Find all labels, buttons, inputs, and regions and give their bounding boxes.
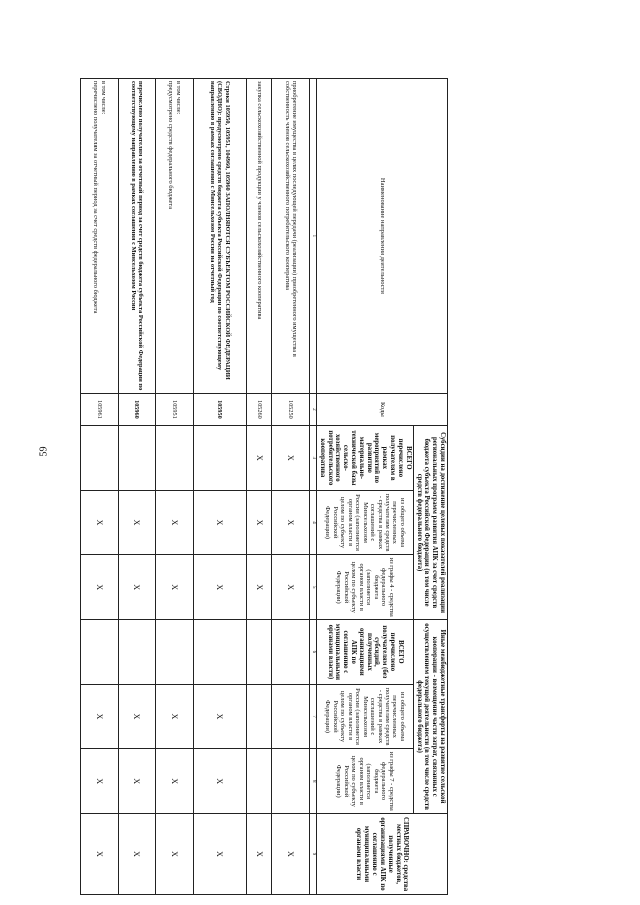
column-number-row	[310, 79, 317, 895]
header-g2-fed: из общего объема перечисленных получателям средств - средства в рамках соглашений с Минсельхозом России (заполняется органом власти в целом по субъекту Российской Федерации)	[317, 684, 414, 749]
table-row	[246, 79, 272, 895]
row-cell: X	[118, 749, 156, 814]
header-reference: СПРАВОЧНО: средства местных бюджетов, полученные организациями АПК по соглашению с муниципальными органами власти	[317, 814, 448, 895]
header-g1-fed: из общего объема перечисленных получателям средств - средства в рамках соглашений с Минсельхозом России (заполняется органом власти в целом по субъекту Российской Федерации)	[317, 490, 414, 555]
row-cell	[272, 620, 310, 685]
row-cell: X	[272, 426, 310, 491]
header-code: Коды	[317, 393, 448, 425]
table-row	[81, 79, 119, 895]
row-cell	[272, 749, 310, 814]
row-cell: X	[156, 814, 194, 895]
table-row	[272, 79, 310, 895]
row-name: приобретение имущества в целях последующей передачи (реализации) приобретенного имущества в собственность членов сельскохозяйственного потребительского кооператива	[272, 79, 310, 394]
row-cell	[246, 684, 272, 749]
header-g1-total: ВСЕГО перечислено получателям в рамках мероприятий по развитию материально-технической базы сельско-хозяйственного потребительского кооператива	[317, 426, 414, 491]
header-group-transfers: Иные межбюджетные трансферты на развитие сельской кооперации - возмещение части затрат, связанных с осуществлением текущей деятельности (в том числе средств федерального бюджета)	[413, 620, 447, 814]
row-cell: X	[272, 814, 310, 895]
row-cell	[156, 620, 194, 685]
column-number: 8	[310, 749, 317, 814]
row-cell: X	[81, 749, 119, 814]
row-cell	[193, 426, 246, 491]
column-number: 4	[310, 490, 317, 555]
row-code: 105951	[156, 393, 194, 425]
row-name: Строки 105950, 105951, 104960, 105960 ЗАПОЛНЯЮТСЯ СУБЪЕКТОМ РОССИЙСКОЙ ФЕДЕРАЦИИ (СВОДНО): предусмотрено средств бюджета субъекта Российской Федерации по соответствующему направлению в рамках соглашения с Минсельхозом России на отчетный год	[193, 79, 246, 394]
row-cell	[81, 620, 119, 685]
row-code: 105961	[81, 393, 119, 425]
header-name: Наименование направления деятельности	[317, 79, 448, 394]
header-row-1	[413, 79, 447, 895]
row-cell	[118, 426, 156, 491]
row-cell: X	[156, 555, 194, 620]
row-name: закупка сельскохозяйственной продукции у членов сельскохозяйственного кооператива	[246, 79, 272, 394]
row-name: перечислено получателям за отчетный период за счет средств бюджета субъекта Российской Федерации по соответствующему направлению в рамках соглашения с Минсельхозом России	[118, 79, 156, 394]
header-group-subsidies: Субсидии на достижение целевых показателей реализации региональных программ развития АПК за счет средств бюджета субъекта Российской Федерации (в том числе средств федерального бюджета)	[413, 426, 447, 620]
row-cell	[81, 426, 119, 491]
row-cell	[246, 620, 272, 685]
row-cell: X	[81, 490, 119, 555]
column-number: 6	[310, 620, 317, 685]
row-cell: X	[272, 490, 310, 555]
row-cell: X	[118, 555, 156, 620]
table-row	[156, 79, 194, 895]
table-body	[81, 79, 310, 895]
row-cell	[118, 620, 156, 685]
column-number: 7	[310, 684, 317, 749]
column-number: 9	[310, 814, 317, 895]
column-number: 1	[310, 79, 317, 394]
page-number: 59	[38, 446, 50, 457]
row-cell	[272, 684, 310, 749]
row-cell: X	[156, 749, 194, 814]
row-code: 105960	[118, 393, 156, 425]
report-sheet	[80, 78, 448, 895]
row-code: 105250	[272, 393, 310, 425]
column-number: 3	[310, 426, 317, 491]
row-cell: X	[81, 814, 119, 895]
row-cell: X	[272, 555, 310, 620]
row-cell: X	[118, 684, 156, 749]
report-table	[80, 78, 448, 895]
row-cell: X	[193, 684, 246, 749]
header-g1-col4: из графы 4 - средства федерального бюджета (заполняется органом власти в целом по субъекту Российской Федерации)	[317, 555, 414, 620]
row-cell: X	[193, 555, 246, 620]
row-cell: X	[246, 555, 272, 620]
row-cell: X	[193, 490, 246, 555]
table-row	[193, 79, 246, 895]
row-cell: X	[156, 490, 194, 555]
row-cell: X	[118, 490, 156, 555]
row-cell: X	[118, 814, 156, 895]
row-cell: X	[193, 749, 246, 814]
column-number: 5	[310, 555, 317, 620]
table-row	[118, 79, 156, 895]
row-cell: X	[81, 684, 119, 749]
row-code: 105950	[193, 393, 246, 425]
header-g2-col7: из графы 7 - средства федерального бюджета (заполняется органом власти в целом по субъекту Российской Федерации)	[317, 749, 414, 814]
row-cell	[193, 620, 246, 685]
row-name: в том числе: предусмотрено средств федерального бюджета	[156, 79, 194, 394]
row-cell: X	[246, 814, 272, 895]
row-cell: X	[156, 684, 194, 749]
row-cell: X	[246, 426, 272, 491]
row-name: в том числе: перечислено получателям за отчетный период за счет средств федерального бюджета	[81, 79, 119, 394]
row-code: 105260	[246, 393, 272, 425]
row-cell	[246, 749, 272, 814]
row-cell: X	[246, 490, 272, 555]
row-cell: X	[81, 555, 119, 620]
column-number: 2	[310, 393, 317, 425]
header-g2-total: ВСЕГО перечислено получателям (без субсидий, полученных организациями АПК по соглашению с муниципальными органами власти)	[317, 620, 414, 685]
row-cell: X	[193, 814, 246, 895]
row-cell	[156, 426, 194, 491]
